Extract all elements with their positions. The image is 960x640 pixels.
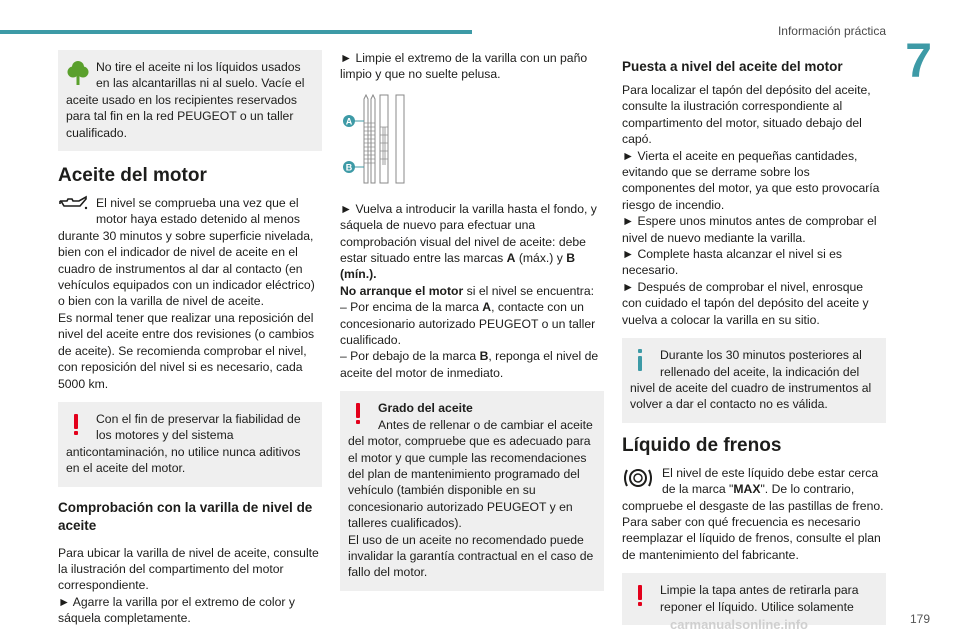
section-title-dipstick: Comprobación con la varilla de nivel de aceite [58, 499, 313, 533]
column-3 [622, 50, 886, 635]
tree-icon [66, 59, 92, 89]
eco-note-text: No tire el aceite ni los líquidos usados en las alcantarillas ni al suelo. Vacíe el aceite usado en los recipientes reservados para tal fin en la red PEUGEOT o un taller cualificado. [66, 60, 305, 140]
engine-oil-paragraph-2: Es normal tener que realizar una reposición del nivel del aceite entre dos revisiones (o cambios de aceite). Se recomienda comprobar el nivel, con reposición del nivel si es necesario, cada 5000 km. [58, 310, 315, 391]
oil-grade-box [340, 391, 604, 590]
marker-a-label: A [345, 116, 353, 127]
topup-step-3: ► Complete hasta alcanzar el nivel si es necesario. [622, 247, 843, 278]
info-icon [630, 347, 656, 377]
engine-oil-paragraph: El nivel se comprueba una vez que el motor haya estado detenido al menos durante 30 minutos y sobre superficie nivelada, bien con el indicador de nivel de aceite en el cuadro de instrumentos al dar al contacto (en vehículos equipados con un indicador eléctrico) o bien con la varilla de nivel de aceite. [58, 196, 315, 309]
oil-grade-text-2: El uso de un aceite no recomendado puede invalidar la garantía contractual en el caso de fallo del motor. [348, 532, 594, 580]
column-2 [340, 50, 604, 601]
brake-paragraph: El nivel de este líquido debe estar cerca de la marca "MAX". De lo contrario, compruebe el desgaste de las pastillas de freno. [622, 465, 884, 513]
topup-paragraph: Para localizar el tapón del depósito del aceite, consulte la ilustración correspondiente al compartimento del motor, situado debajo del capó. [622, 83, 871, 147]
oil-can-icon [58, 195, 92, 221]
eco-note-box [58, 50, 322, 151]
oil-grade-text: Antes de rellenar o de cambiar el aceite del motor, compruebe que es adecuado para el motor y que cumple las recomendaciones del plan de mantenimiento programado del vehículo (también disponible en su concesionario autorizado PEUGEOT y en talleres cualificados). [348, 417, 593, 531]
warning-brake-text: Limpie la tapa antes de retirarla para reponer el líquido. Utilice solamente [660, 583, 859, 614]
dipstick-paragraph: Para ubicar la varilla de nivel de aceite, consulte la ilustración del compartimento del motor correspondiente. [58, 545, 319, 593]
section-title-oil-topup: Puesta a nivel del aceite del motor [622, 59, 843, 74]
topup-step-2: ► Espere unos minutos antes de comprobar el nivel de nuevo mediante la varilla. [622, 214, 877, 245]
step-wipe: ► Limpie el extremo de la varilla con un paño limpio y que no suelte pelusa. [340, 51, 588, 82]
section-title-engine-oil: Aceite del motor [58, 165, 207, 187]
above-mark-line: – Por encima de la marca A, contacte con un concesionario autorizado PEUGEOT o un taller cualificado. [340, 300, 596, 348]
watermark: carmanualsonline.info [670, 617, 808, 632]
below-mark-line: – Por debajo de la marca B, reponga el nivel de aceite del motor de inmediato. [340, 349, 599, 380]
header-title: Información práctica [777, 24, 886, 38]
info-note-text: Durante los 30 minutos posteriores al rellenado del aceite, la indicación del nivel de aceite del cuadro de instrumentos al volver a dar el contacto no es válida. [630, 348, 872, 412]
chapter-number: 7 [905, 35, 932, 88]
marker-b-label: B [345, 162, 353, 173]
warning-additives-text: Con el fin de preservar la fiabilidad de los motores y del sistema anticontaminación, no utilice nunca aditivos en el aceite del motor. [66, 411, 301, 476]
dipstick-step: ► Agarre la varilla por el extremo de color y sáquela completamente. [58, 594, 295, 626]
topup-step-4: ► Después de comprobar el nivel, enrosque con cuidado el tapón del depósito del aceite y vuelva a colocar la varilla en su sitio. [622, 279, 869, 327]
step-insert: ► Vuelva a introducir la varilla hasta el fondo, y sáquela de nuevo para efectuar una comprobación visual del nivel de aceite: debe estar situado entre las marcas A (máx.) y B (mín.). [340, 201, 597, 282]
oil-grade-title: Grado del aceite [378, 401, 473, 416]
info-note-box [622, 338, 886, 423]
column-1 [58, 50, 322, 627]
warning-icon [66, 411, 92, 441]
warning-icon [630, 582, 656, 612]
topup-step-1: ► Vierta el aceite en pequeñas cantidades, evitando que se derrame sobre los componentes del motor, ya que esto provocaría riesgo de incendio. [622, 148, 880, 212]
no-start-line: No arranque el motor si el nivel se encuentra: [340, 283, 594, 298]
brake-fluid-icon [622, 465, 658, 497]
dipstick-diagram [340, 93, 604, 185]
page-number: 179 [909, 612, 930, 626]
warning-icon [348, 400, 374, 430]
header-bar [0, 30, 472, 34]
brake-paragraph-2: Para saber con qué frecuencia es necesario reemplazar el líquido de frenos, consulte el plan de mantenimiento del fabricante. [622, 514, 881, 562]
section-title-brake-fluid: Líquido de frenos [622, 434, 782, 456]
warning-additives-box [58, 402, 322, 487]
